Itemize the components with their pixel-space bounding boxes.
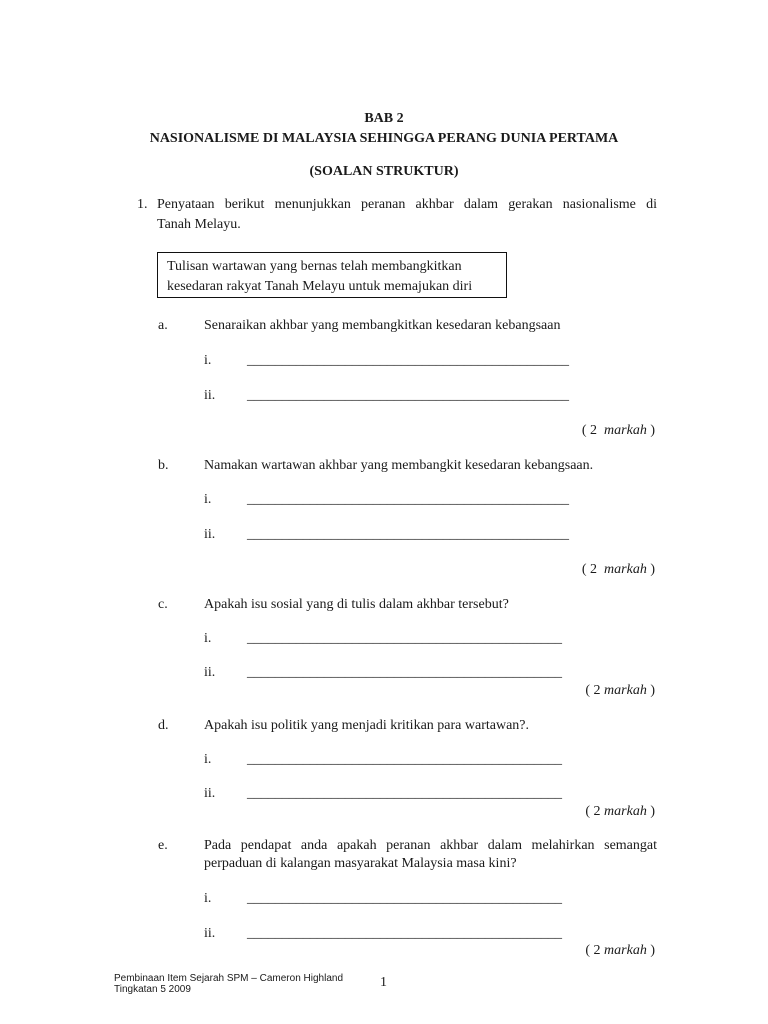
part-e-answer-ii-line[interactable]: _____________________________________________	[247, 926, 562, 941]
question-stem-line2: Tanah Melayu.	[157, 217, 241, 232]
footer-line1: Pembinaan Item Sejarah SPM – Cameron Highland	[114, 973, 344, 984]
part-a-answer-ii-label: ii.	[204, 388, 216, 403]
question-number: 1.	[137, 197, 148, 212]
footer-line2: Tingkatan 5 2009	[114, 984, 191, 995]
part-d-label: d.	[158, 718, 169, 733]
part-c-answer-i-label: i.	[204, 631, 212, 646]
part-d-answer-i-line[interactable]: _____________________________________________	[247, 752, 562, 767]
part-e-answer-i-label: i.	[204, 891, 212, 906]
part-a-answer-ii-line[interactable]: ______________________________________________	[247, 388, 569, 403]
part-d-answer-ii-line[interactable]: _____________________________________________	[247, 786, 562, 801]
topic-title: NASIONALISME DI MALAYSIA SEHINGGA PERANG DUNIA PERTAMA	[149, 131, 619, 146]
part-c-answer-ii-label: ii.	[204, 665, 216, 680]
part-c-question: Apakah isu sosial yang di tulis dalam akhbar tersebut?	[204, 597, 509, 612]
part-a-label: a.	[158, 318, 168, 333]
part-e-marks: ( 2 markah )	[585, 943, 655, 958]
part-c-answer-i-line[interactable]: _____________________________________________	[247, 631, 562, 646]
question-stem-line1: Penyataan berikut menunjukkan peranan akhbar dalam gerakan nasionalisme di	[157, 197, 657, 212]
part-e-question-line2: perpaduan di kalangan masyarakat Malaysia masa kini?	[204, 856, 517, 871]
part-b-question: Namakan wartawan akhbar yang membangkit kesedaran kebangsaan.	[204, 458, 594, 473]
part-a-answer-i-line[interactable]: ______________________________________________	[247, 353, 569, 368]
part-e-question-line1: Pada pendapat anda apakah peranan akhbar dalam melahirkan semangat	[204, 838, 657, 853]
part-d-answer-ii-label: ii.	[204, 786, 216, 801]
part-b-answer-ii-label: ii.	[204, 527, 216, 542]
quote-box	[157, 252, 507, 298]
part-d-marks: ( 2 markah )	[585, 804, 655, 819]
part-b-answer-i-line[interactable]: ______________________________________________	[247, 492, 569, 507]
part-b-marks: ( 2 markah )	[581, 562, 655, 577]
part-d-question: Apakah isu politik yang menjadi kritikan para wartawan?.	[204, 718, 530, 733]
part-e-answer-ii-label: ii.	[204, 926, 216, 941]
chapter-title: BAB 2	[364, 111, 404, 126]
part-a-answer-i-label: i.	[204, 353, 212, 368]
part-e-answer-i-line[interactable]: _____________________________________________	[247, 891, 562, 906]
part-c-answer-ii-line[interactable]: _____________________________________________	[247, 665, 562, 680]
part-b-answer-i-label: i.	[204, 492, 212, 507]
section-title: (SOALAN STRUKTUR)	[309, 164, 459, 179]
part-d-answer-i-label: i.	[204, 752, 212, 767]
quote-line2: kesedaran rakyat Tanah Melayu untuk memajukan diri	[167, 279, 473, 294]
part-a-marks: ( 2 markah )	[581, 423, 655, 438]
part-a-question: Senaraikan akhbar yang membangkitkan kesedaran kebangsaan	[204, 318, 561, 333]
quote-line1: Tulisan wartawan yang bernas telah membangkitkan	[167, 259, 462, 274]
part-c-label: c.	[158, 597, 168, 612]
part-b-label: b.	[158, 458, 169, 473]
part-c-marks: ( 2 markah )	[585, 683, 655, 698]
part-b-answer-ii-line[interactable]: ______________________________________________	[247, 527, 569, 542]
part-e-label: e.	[158, 838, 168, 853]
page-number: 1	[380, 975, 387, 990]
